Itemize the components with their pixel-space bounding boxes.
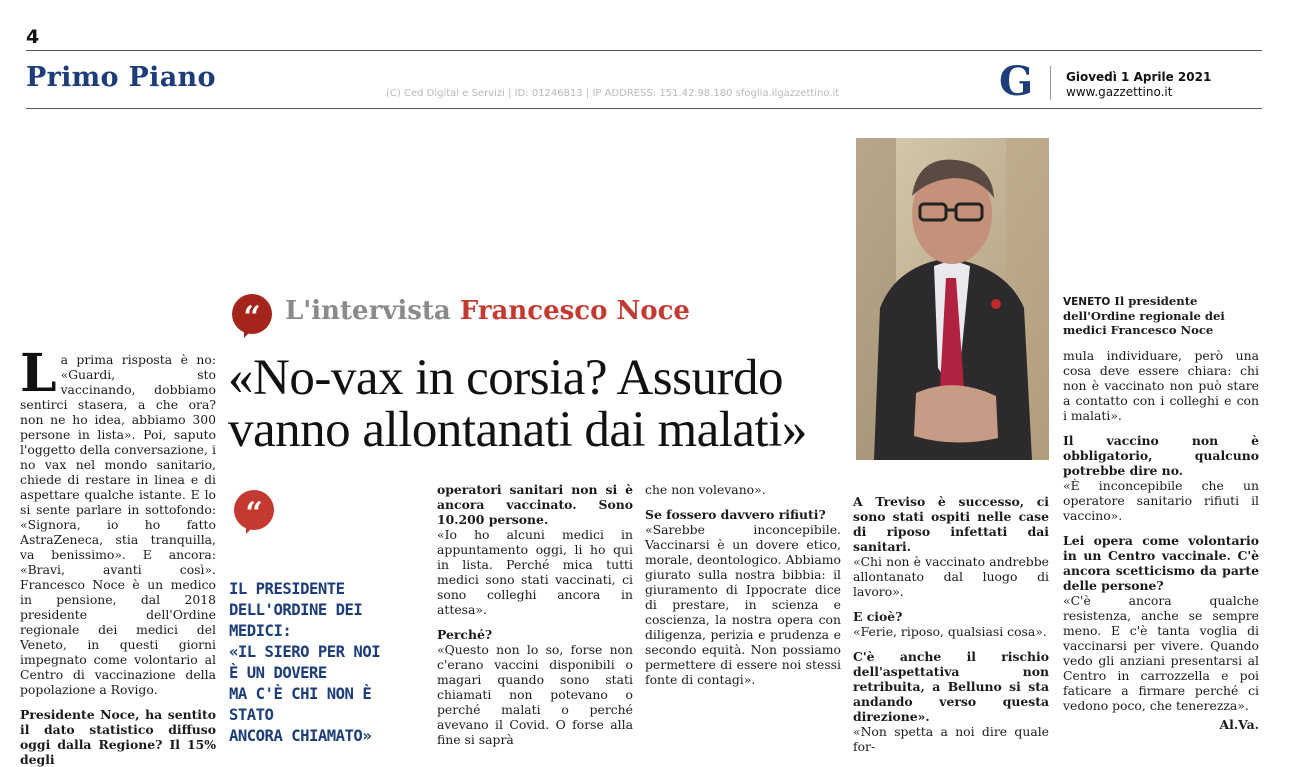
author-signature: Al.Va. [1219,717,1259,732]
article-column-3 [645,482,841,732]
pull-quote-line: «IL SIERO PER NOI [229,643,381,661]
interview-question: C'è anche il rischio dell'aspettativa non retribuita, a Belluno si sta andando verso questa direzione». [853,649,1049,724]
logo-separator [1050,66,1051,100]
quote-mark-icon [230,294,274,338]
article-column-5 [1063,348,1259,734]
interview-answer: mula individuare, però una cosa deve essere chiara: chi non è vaccinato non può stare a contatto con i colleghi e con i malati». [1063,348,1259,423]
kicker-name: Francesco Noce [459,296,690,326]
article-kicker [285,296,690,326]
copyright-watermark: (C) Ced Digital e Servizi | ID: 01246813 | IP ADDRESS: 151.42.98.180 sfoglia.ilgazzettino.it [386,88,840,99]
page-number: 4 [26,26,40,48]
pull-quote-line: MA C'È CHI NON È STATO [229,685,372,724]
interview-answer: «Non spetta a noi dire quale for- [853,724,1049,754]
headline [228,352,848,456]
svg-text:“: “ [245,496,263,531]
interview-question: Presidente Noce, ha sentito il dato statistico diffuso oggi dalla Regione? Il 15% degli [20,707,216,767]
portrait-illustration [856,138,1049,460]
article-column-2 [437,482,633,747]
caption-lead: VENETO [1063,296,1111,308]
pull-quote-line: IL PRESIDENTE [229,580,345,598]
interview-answer: «Sarebbe inconcepibile. Vaccinarsi è un dovere etico, morale, deontologico. Abbiamo giurato sulla nostra bibbia: il giuramento di Ippocrate dice di prestare, in scienza e coscienza, la nostra opera con diligenza, perizia e prudenza e secondo equità. Non possiamo permettere di essere noi stessi fonte di contagi». [645,522,841,687]
article-lead: a prima risposta è no: «Guardi, sto vaccinando, dobbiamo sentirci stasera, a che ora? non ne ho idea, abbiamo 300 persone in lista». Poi, saputo l'oggetto della conversazione, i no vax nel mondo sanitario, chiede di restare in linea e di aspettare qualche istante. E lo si sente parlare in sottofondo: «Signora, io ho fatto AstraZeneca, stia tranquilla, va benissimo». E ancora: «Bravi, avanti così». Francesco Noce è un medico in pensione, dal 2018 presidente dell'Ordine regionale dei medici del Veneto, in questi giorni impegnato come volontario al Centro di vaccinazione della popolazione a Rovigo. [20,352,216,697]
pull-quote [229,579,419,747]
interview-answer: «È inconcepibile che un operatore sanitario rifiuti il vaccino». [1063,478,1259,523]
header-rule-top [26,50,1262,51]
article-column-1 [20,343,216,767]
interview-question: operatori sanitari non si è ancora vaccinato. Sono 10.200 persone. [437,482,633,527]
interview-answer: «Questo non lo so, forse non c'erano vaccini disponibili o magari quando sono stati chiamati non potevano o perché malati o perché avevano il Covid. O forse alla fine si saprà [437,642,633,747]
interview-question: Se fossero davvero rifiuti? [645,507,826,522]
interview-answer: «Ferie, riposo, qualsiasi cosa». [853,624,1047,639]
interview-answer: «Io ho alcuni medici in appuntamento oggi, li ho qui in lista. Perché mica tutti medici sono stati vaccinati, ci sono colleghi ancora in attesa». [437,527,633,617]
section-title: Primo Piano [26,62,216,93]
dropcap: L [20,343,57,404]
interview-question: A Treviso è successo, ci sono stati ospiti nelle case di riposo infettati dai sanitari. [853,494,1049,554]
portrait-photo [856,138,1049,460]
headline-line-2: vanno allontanati dai malati» [228,402,807,458]
interview-question: Lei opera come volontario in un Centro vaccinale. C'è ancora scetticismo da parte delle persone? [1063,533,1259,593]
interview-answer: «C'è ancora qualche resistenza, anche se sempre meno. E c'è tanta voglia di vaccinarsi per vivere. Quando vedo gli anziani presentarsi al Centro in carrozzella e poi faticare a firmare perché ci vedono poco, che tenerezza». [1063,593,1259,713]
quote-mark-icon [232,490,276,534]
svg-text:“: “ [243,300,261,335]
website-link[interactable]: www.gazzettino.it [1066,85,1173,99]
interview-question: Il vaccino non è obbligatorio, qualcuno potrebbe dire no. [1063,433,1259,478]
interview-answer: «Chi non è vaccinato andrebbe allontanato dal luogo di lavoro». [853,554,1049,599]
caption-text: Il presidente dell'Ordine regionale dei medici Francesco Noce [1063,294,1225,337]
header-rule-bottom [26,108,1262,109]
issue-date: Giovedì 1 Aprile 2021 [1066,70,1212,84]
pull-quote-line: È UN DOVERE [229,664,327,682]
headline-line-1: «No-vax in corsia? Assurdo [228,350,783,406]
kicker-label: L'intervista [285,296,451,326]
photo-caption [1063,294,1259,337]
pull-quote-line: ANCORA CHIAMATO» [229,727,372,745]
interview-question: Perché? [437,627,493,642]
interview-answer: che non volevano». [645,482,766,497]
article-column-4 [853,494,1049,754]
interview-question: E cioè? [853,609,903,624]
pull-quote-line: DELL'ORDINE DEI MEDICI: [229,601,363,640]
gazzettino-logo: G [999,58,1034,105]
